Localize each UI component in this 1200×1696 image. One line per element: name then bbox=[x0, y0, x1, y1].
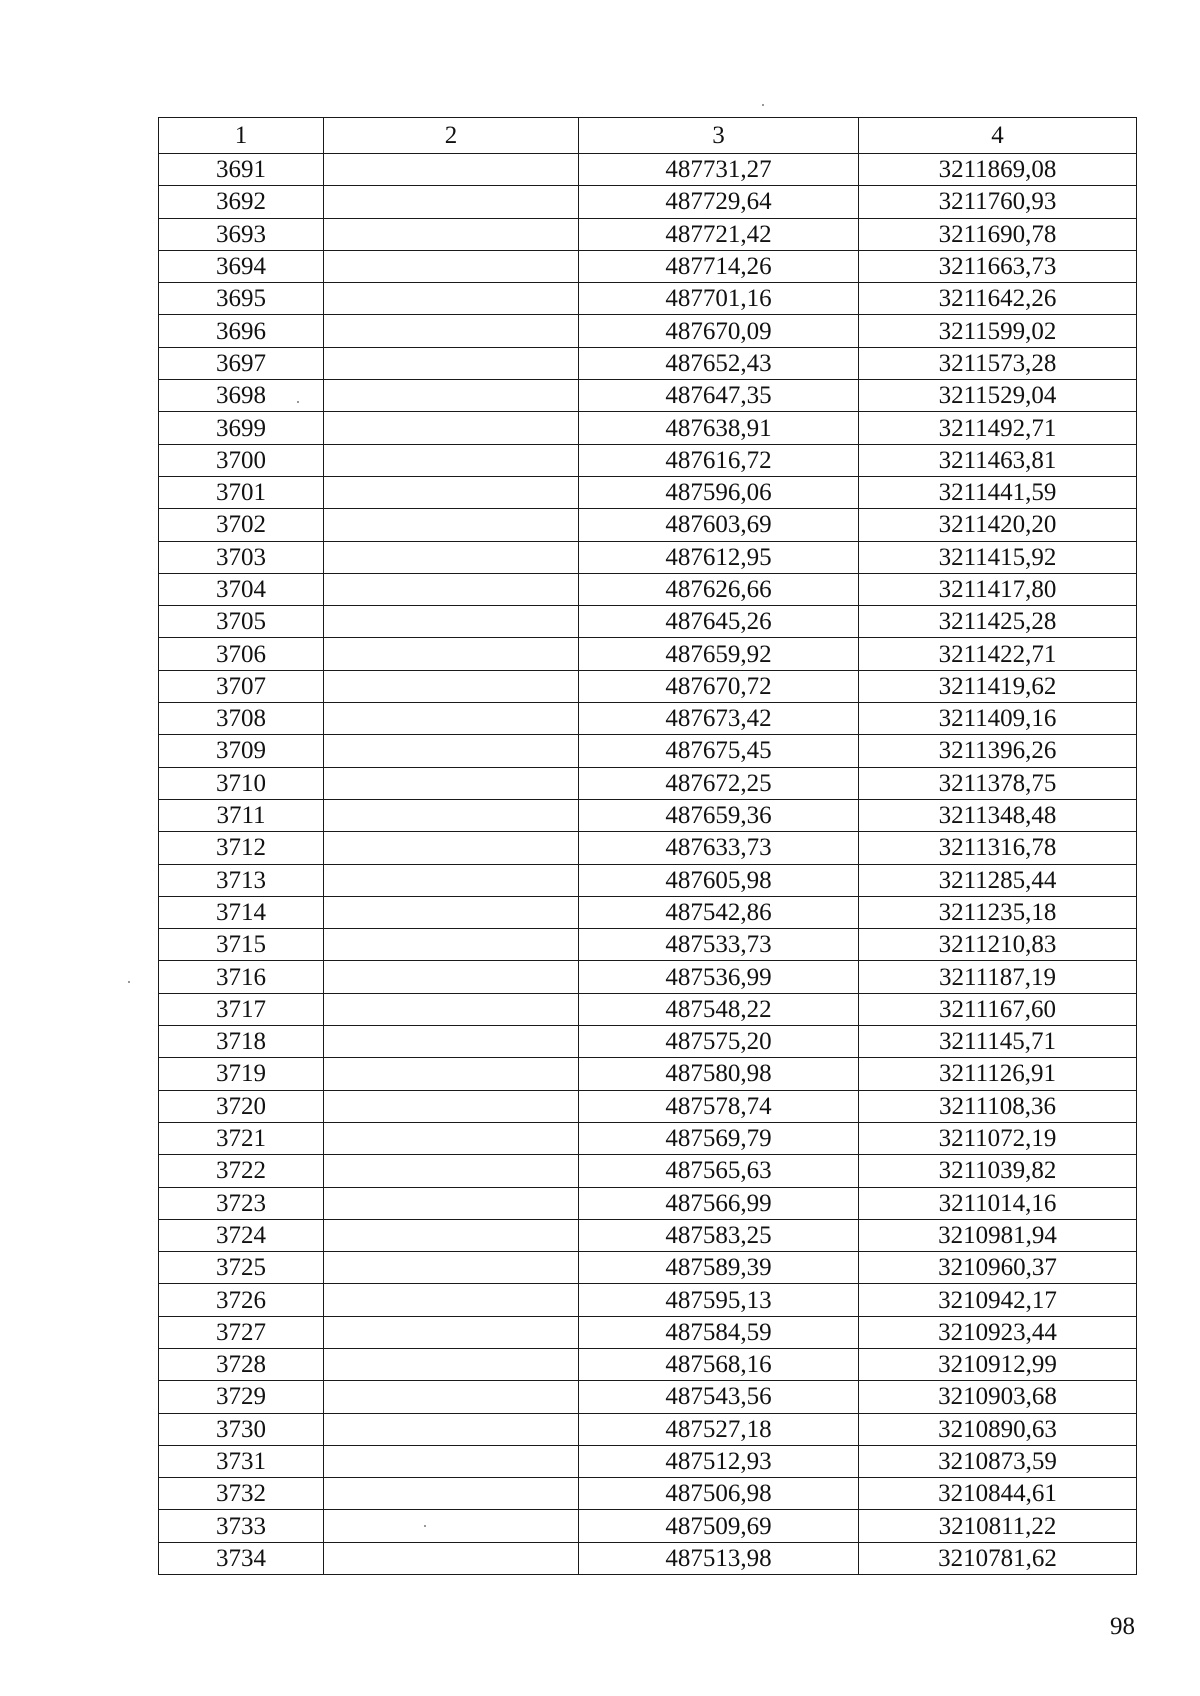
y-coordinate-cell: 3211663,73 bbox=[859, 250, 1137, 282]
empty-cell bbox=[324, 1445, 579, 1477]
y-coordinate-cell: 3211210,83 bbox=[859, 929, 1137, 961]
empty-cell bbox=[324, 509, 579, 541]
x-coordinate-cell: 487584,59 bbox=[579, 1316, 859, 1348]
point-number-cell: 3720 bbox=[159, 1090, 324, 1122]
x-coordinate-cell: 487670,09 bbox=[579, 315, 859, 347]
empty-cell bbox=[324, 799, 579, 831]
point-number-cell: 3726 bbox=[159, 1284, 324, 1316]
point-number-cell: 3716 bbox=[159, 961, 324, 993]
empty-cell bbox=[324, 283, 579, 315]
table-header bbox=[159, 118, 1137, 154]
table-row bbox=[159, 606, 1137, 638]
table-row bbox=[159, 864, 1137, 896]
point-number-cell: 3731 bbox=[159, 1445, 324, 1477]
x-coordinate-cell: 487603,69 bbox=[579, 509, 859, 541]
y-coordinate-cell: 3211014,16 bbox=[859, 1187, 1137, 1219]
table-row bbox=[159, 1413, 1137, 1445]
empty-cell bbox=[324, 638, 579, 670]
point-number-cell: 3701 bbox=[159, 476, 324, 508]
empty-cell bbox=[324, 1090, 579, 1122]
y-coordinate-cell: 3210912,99 bbox=[859, 1348, 1137, 1380]
table-row bbox=[159, 1381, 1137, 1413]
empty-cell bbox=[324, 1413, 579, 1445]
y-coordinate-cell: 3211599,02 bbox=[859, 315, 1137, 347]
x-coordinate-cell: 487513,98 bbox=[579, 1542, 859, 1574]
table-body bbox=[159, 154, 1137, 1575]
point-number-cell: 3718 bbox=[159, 1026, 324, 1058]
y-coordinate-cell: 3211108,36 bbox=[859, 1090, 1137, 1122]
point-number-cell: 3699 bbox=[159, 412, 324, 444]
empty-cell bbox=[324, 832, 579, 864]
y-coordinate-cell: 3211039,82 bbox=[859, 1155, 1137, 1187]
empty-cell bbox=[324, 1381, 579, 1413]
x-coordinate-cell: 487543,56 bbox=[579, 1381, 859, 1413]
point-number-cell: 3704 bbox=[159, 573, 324, 605]
y-coordinate-cell: 3210903,68 bbox=[859, 1381, 1137, 1413]
x-coordinate-cell: 487527,18 bbox=[579, 1413, 859, 1445]
empty-cell bbox=[324, 1026, 579, 1058]
y-coordinate-cell: 3211463,81 bbox=[859, 444, 1137, 476]
point-number-cell: 3705 bbox=[159, 606, 324, 638]
x-coordinate-cell: 487616,72 bbox=[579, 444, 859, 476]
table-row bbox=[159, 444, 1137, 476]
point-number-cell: 3711 bbox=[159, 799, 324, 831]
y-coordinate-cell: 3211187,19 bbox=[859, 961, 1137, 993]
point-number-cell: 3728 bbox=[159, 1348, 324, 1380]
x-coordinate-cell: 487721,42 bbox=[579, 218, 859, 250]
point-number-cell: 3700 bbox=[159, 444, 324, 476]
empty-cell bbox=[324, 1284, 579, 1316]
table-row bbox=[159, 1478, 1137, 1510]
scan-speck bbox=[297, 401, 299, 403]
empty-cell bbox=[324, 1122, 579, 1154]
empty-cell bbox=[324, 250, 579, 282]
table-row bbox=[159, 1155, 1137, 1187]
empty-cell bbox=[324, 767, 579, 799]
table-row bbox=[159, 1219, 1137, 1251]
point-number-cell: 3706 bbox=[159, 638, 324, 670]
x-coordinate-cell: 487583,25 bbox=[579, 1219, 859, 1251]
point-number-cell: 3722 bbox=[159, 1155, 324, 1187]
y-coordinate-cell: 3210890,63 bbox=[859, 1413, 1137, 1445]
x-coordinate-cell: 487568,16 bbox=[579, 1348, 859, 1380]
y-coordinate-cell: 3211492,71 bbox=[859, 412, 1137, 444]
x-coordinate-cell: 487569,79 bbox=[579, 1122, 859, 1154]
page-number: 98 bbox=[1110, 1613, 1135, 1640]
y-coordinate-cell: 3210811,22 bbox=[859, 1510, 1137, 1542]
y-coordinate-cell: 3210942,17 bbox=[859, 1284, 1137, 1316]
y-coordinate-cell: 3211420,20 bbox=[859, 509, 1137, 541]
table-row bbox=[159, 1542, 1137, 1574]
x-coordinate-cell: 487596,06 bbox=[579, 476, 859, 508]
x-coordinate-cell: 487506,98 bbox=[579, 1478, 859, 1510]
table-row bbox=[159, 1122, 1137, 1154]
empty-cell bbox=[324, 380, 579, 412]
empty-cell bbox=[324, 315, 579, 347]
point-number-cell: 3692 bbox=[159, 186, 324, 218]
header-cell-3: 3 bbox=[579, 118, 859, 154]
point-number-cell: 3698 bbox=[159, 380, 324, 412]
y-coordinate-cell: 3210873,59 bbox=[859, 1445, 1137, 1477]
y-coordinate-cell: 3211285,44 bbox=[859, 864, 1137, 896]
y-coordinate-cell: 3211869,08 bbox=[859, 154, 1137, 186]
empty-cell bbox=[324, 412, 579, 444]
x-coordinate-cell: 487633,73 bbox=[579, 832, 859, 864]
x-coordinate-cell: 487673,42 bbox=[579, 703, 859, 735]
empty-cell bbox=[324, 154, 579, 186]
x-coordinate-cell: 487548,22 bbox=[579, 993, 859, 1025]
table-row bbox=[159, 638, 1137, 670]
empty-cell bbox=[324, 1155, 579, 1187]
y-coordinate-cell: 3211760,93 bbox=[859, 186, 1137, 218]
x-coordinate-cell: 487595,13 bbox=[579, 1284, 859, 1316]
scan-speck bbox=[762, 104, 764, 106]
y-coordinate-cell: 3210781,62 bbox=[859, 1542, 1137, 1574]
header-cell-1: 1 bbox=[159, 118, 324, 154]
y-coordinate-cell: 3211072,19 bbox=[859, 1122, 1137, 1154]
empty-cell bbox=[324, 703, 579, 735]
empty-cell bbox=[324, 670, 579, 702]
point-number-cell: 3721 bbox=[159, 1122, 324, 1154]
table-row bbox=[159, 509, 1137, 541]
x-coordinate-cell: 487652,43 bbox=[579, 347, 859, 379]
y-coordinate-cell: 3210981,94 bbox=[859, 1219, 1137, 1251]
x-coordinate-cell: 487566,99 bbox=[579, 1187, 859, 1219]
x-coordinate-cell: 487659,92 bbox=[579, 638, 859, 670]
table-row bbox=[159, 412, 1137, 444]
point-number-cell: 3733 bbox=[159, 1510, 324, 1542]
table-row bbox=[159, 767, 1137, 799]
y-coordinate-cell: 3211415,92 bbox=[859, 541, 1137, 573]
empty-cell bbox=[324, 1252, 579, 1284]
table-row bbox=[159, 541, 1137, 573]
x-coordinate-cell: 487729,64 bbox=[579, 186, 859, 218]
x-coordinate-cell: 487542,86 bbox=[579, 896, 859, 928]
y-coordinate-cell: 3211409,16 bbox=[859, 703, 1137, 735]
x-coordinate-cell: 487578,74 bbox=[579, 1090, 859, 1122]
table-row bbox=[159, 832, 1137, 864]
table-row bbox=[159, 315, 1137, 347]
table-row bbox=[159, 896, 1137, 928]
y-coordinate-cell: 3211348,48 bbox=[859, 799, 1137, 831]
table-row bbox=[159, 154, 1137, 186]
y-coordinate-cell: 3211145,71 bbox=[859, 1026, 1137, 1058]
table-row bbox=[159, 1187, 1137, 1219]
x-coordinate-cell: 487533,73 bbox=[579, 929, 859, 961]
point-number-cell: 3702 bbox=[159, 509, 324, 541]
point-number-cell: 3714 bbox=[159, 896, 324, 928]
x-coordinate-cell: 487580,98 bbox=[579, 1058, 859, 1090]
x-coordinate-cell: 487659,36 bbox=[579, 799, 859, 831]
empty-cell bbox=[324, 1187, 579, 1219]
empty-cell bbox=[324, 1058, 579, 1090]
y-coordinate-cell: 3211417,80 bbox=[859, 573, 1137, 605]
x-coordinate-cell: 487612,95 bbox=[579, 541, 859, 573]
table-row bbox=[159, 573, 1137, 605]
x-coordinate-cell: 487626,66 bbox=[579, 573, 859, 605]
y-coordinate-cell: 3210923,44 bbox=[859, 1316, 1137, 1348]
point-number-cell: 3727 bbox=[159, 1316, 324, 1348]
x-coordinate-cell: 487670,72 bbox=[579, 670, 859, 702]
y-coordinate-cell: 3211396,26 bbox=[859, 735, 1137, 767]
x-coordinate-cell: 487647,35 bbox=[579, 380, 859, 412]
point-number-cell: 3729 bbox=[159, 1381, 324, 1413]
table-row bbox=[159, 1090, 1137, 1122]
table-row bbox=[159, 1284, 1137, 1316]
empty-cell bbox=[324, 1219, 579, 1251]
scan-speck bbox=[424, 1525, 426, 1527]
y-coordinate-cell: 3211425,28 bbox=[859, 606, 1137, 638]
y-coordinate-cell: 3211642,26 bbox=[859, 283, 1137, 315]
y-coordinate-cell: 3211529,04 bbox=[859, 380, 1137, 412]
y-coordinate-cell: 3210844,61 bbox=[859, 1478, 1137, 1510]
y-coordinate-cell: 3210960,37 bbox=[859, 1252, 1137, 1284]
table-row bbox=[159, 283, 1137, 315]
table-row bbox=[159, 1348, 1137, 1380]
empty-cell bbox=[324, 864, 579, 896]
empty-cell bbox=[324, 218, 579, 250]
y-coordinate-cell: 3211419,62 bbox=[859, 670, 1137, 702]
y-coordinate-cell: 3211167,60 bbox=[859, 993, 1137, 1025]
point-number-cell: 3691 bbox=[159, 154, 324, 186]
y-coordinate-cell: 3211573,28 bbox=[859, 347, 1137, 379]
y-coordinate-cell: 3211690,78 bbox=[859, 218, 1137, 250]
x-coordinate-cell: 487675,45 bbox=[579, 735, 859, 767]
empty-cell bbox=[324, 961, 579, 993]
table-row bbox=[159, 476, 1137, 508]
point-number-cell: 3732 bbox=[159, 1478, 324, 1510]
table-row bbox=[159, 1316, 1137, 1348]
empty-cell bbox=[324, 186, 579, 218]
coordinates-table bbox=[158, 117, 1137, 1575]
x-coordinate-cell: 487536,99 bbox=[579, 961, 859, 993]
x-coordinate-cell: 487575,20 bbox=[579, 1026, 859, 1058]
scan-speck bbox=[128, 981, 130, 983]
x-coordinate-cell: 487672,25 bbox=[579, 767, 859, 799]
point-number-cell: 3730 bbox=[159, 1413, 324, 1445]
point-number-cell: 3717 bbox=[159, 993, 324, 1025]
point-number-cell: 3723 bbox=[159, 1187, 324, 1219]
empty-cell bbox=[324, 444, 579, 476]
x-coordinate-cell: 487509,69 bbox=[579, 1510, 859, 1542]
point-number-cell: 3713 bbox=[159, 864, 324, 896]
header-row bbox=[159, 118, 1137, 154]
x-coordinate-cell: 487512,93 bbox=[579, 1445, 859, 1477]
point-number-cell: 3709 bbox=[159, 735, 324, 767]
point-number-cell: 3710 bbox=[159, 767, 324, 799]
table-row bbox=[159, 703, 1137, 735]
table-row bbox=[159, 1252, 1137, 1284]
table-row bbox=[159, 929, 1137, 961]
point-number-cell: 3708 bbox=[159, 703, 324, 735]
point-number-cell: 3696 bbox=[159, 315, 324, 347]
empty-cell bbox=[324, 1478, 579, 1510]
point-number-cell: 3697 bbox=[159, 347, 324, 379]
x-coordinate-cell: 487701,16 bbox=[579, 283, 859, 315]
table-row bbox=[159, 1058, 1137, 1090]
empty-cell bbox=[324, 1542, 579, 1574]
empty-cell bbox=[324, 993, 579, 1025]
x-coordinate-cell: 487714,26 bbox=[579, 250, 859, 282]
y-coordinate-cell: 3211126,91 bbox=[859, 1058, 1137, 1090]
table-row bbox=[159, 670, 1137, 702]
empty-cell bbox=[324, 735, 579, 767]
empty-cell bbox=[324, 1510, 579, 1542]
point-number-cell: 3725 bbox=[159, 1252, 324, 1284]
table-row bbox=[159, 1445, 1137, 1477]
table-row bbox=[159, 799, 1137, 831]
empty-cell bbox=[324, 606, 579, 638]
y-coordinate-cell: 3211441,59 bbox=[859, 476, 1137, 508]
y-coordinate-cell: 3211422,71 bbox=[859, 638, 1137, 670]
table-row bbox=[159, 961, 1137, 993]
empty-cell bbox=[324, 896, 579, 928]
empty-cell bbox=[324, 476, 579, 508]
table-row bbox=[159, 347, 1137, 379]
point-number-cell: 3707 bbox=[159, 670, 324, 702]
x-coordinate-cell: 487589,39 bbox=[579, 1252, 859, 1284]
point-number-cell: 3695 bbox=[159, 283, 324, 315]
empty-cell bbox=[324, 541, 579, 573]
empty-cell bbox=[324, 1316, 579, 1348]
empty-cell bbox=[324, 573, 579, 605]
x-coordinate-cell: 487731,27 bbox=[579, 154, 859, 186]
point-number-cell: 3734 bbox=[159, 1542, 324, 1574]
table-row bbox=[159, 186, 1137, 218]
table-row bbox=[159, 380, 1137, 412]
table-row bbox=[159, 218, 1137, 250]
x-coordinate-cell: 487565,63 bbox=[579, 1155, 859, 1187]
x-coordinate-cell: 487638,91 bbox=[579, 412, 859, 444]
header-cell-2: 2 bbox=[324, 118, 579, 154]
point-number-cell: 3693 bbox=[159, 218, 324, 250]
empty-cell bbox=[324, 1348, 579, 1380]
y-coordinate-cell: 3211316,78 bbox=[859, 832, 1137, 864]
empty-cell bbox=[324, 929, 579, 961]
table-row bbox=[159, 1510, 1137, 1542]
point-number-cell: 3694 bbox=[159, 250, 324, 282]
y-coordinate-cell: 3211235,18 bbox=[859, 896, 1137, 928]
empty-cell bbox=[324, 347, 579, 379]
table-row bbox=[159, 1026, 1137, 1058]
x-coordinate-cell: 487605,98 bbox=[579, 864, 859, 896]
point-number-cell: 3715 bbox=[159, 929, 324, 961]
table-row bbox=[159, 250, 1137, 282]
table-row bbox=[159, 735, 1137, 767]
point-number-cell: 3719 bbox=[159, 1058, 324, 1090]
point-number-cell: 3712 bbox=[159, 832, 324, 864]
y-coordinate-cell: 3211378,75 bbox=[859, 767, 1137, 799]
header-cell-4: 4 bbox=[859, 118, 1137, 154]
point-number-cell: 3724 bbox=[159, 1219, 324, 1251]
point-number-cell: 3703 bbox=[159, 541, 324, 573]
table-row bbox=[159, 993, 1137, 1025]
x-coordinate-cell: 487645,26 bbox=[579, 606, 859, 638]
